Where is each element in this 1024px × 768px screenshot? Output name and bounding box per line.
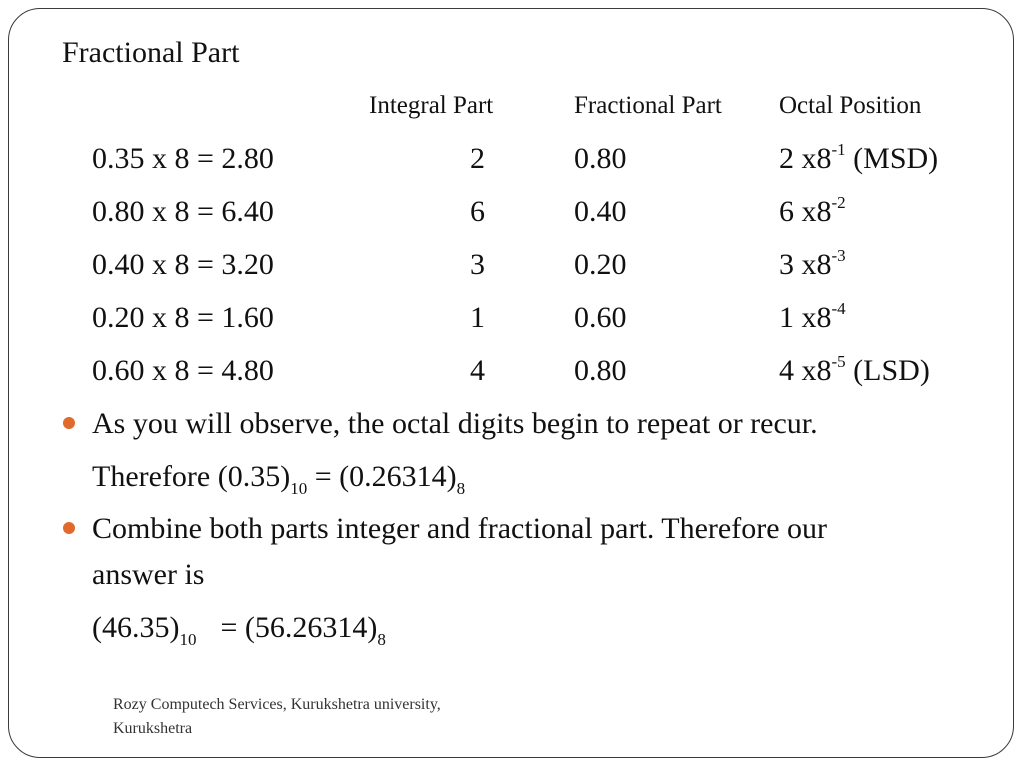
- column-header-fractional: Fractional Part: [574, 92, 722, 119]
- calculation-text: 0.20 x 8 = 1.60: [92, 301, 274, 334]
- therefore-prefix: Therefore (0.35): [92, 460, 291, 493]
- bullet-dot-icon: [63, 417, 75, 429]
- octal-note: (MSD): [845, 142, 939, 175]
- column-header-octal: Octal Position: [779, 92, 922, 119]
- octal-exponent: -4: [831, 299, 846, 318]
- answer-left: (46.35): [92, 611, 180, 644]
- slide-heading: Fractional Part: [62, 36, 240, 69]
- octal-base: 3 x8: [779, 248, 832, 281]
- fractional-value: 0.60: [574, 301, 627, 334]
- therefore-middle: = (0.26314): [307, 460, 457, 493]
- integral-digit: 4: [470, 354, 485, 387]
- octal-position: [779, 299, 846, 334]
- base-10-subscript: 10: [290, 479, 308, 498]
- integral-digit: 6: [470, 195, 485, 228]
- integral-digit: 3: [470, 248, 485, 281]
- octal-exponent: -3: [831, 246, 846, 265]
- answer-middle: = (56.26314): [220, 611, 378, 644]
- octal-base: 6 x8: [779, 195, 832, 228]
- final-answer: [92, 611, 386, 649]
- footer-line1: Rozy Computech Services, Kurukshetra university,: [113, 696, 441, 713]
- bullet-text-combine-line2: answer is: [92, 558, 205, 591]
- bullet-text-repeat: As you will observe, the octal digits begin to repeat or recur.: [92, 407, 818, 440]
- fractional-value: 0.40: [574, 195, 627, 228]
- calculation-text: 0.60 x 8 = 4.80: [92, 354, 274, 387]
- integral-digit: 2: [470, 142, 485, 175]
- octal-base: 4 x8: [779, 354, 832, 387]
- octal-exponent: -5: [831, 352, 846, 371]
- base-8-subscript: 8: [377, 630, 386, 649]
- octal-position: [779, 193, 846, 228]
- fractional-value: 0.20: [574, 248, 627, 281]
- bullet-dot-icon: [63, 522, 75, 534]
- integral-digit: 1: [470, 301, 485, 334]
- footer-line2: Kurukshetra: [113, 720, 193, 737]
- calculation-text: 0.80 x 8 = 6.40: [92, 195, 274, 228]
- octal-exponent: -2: [831, 193, 846, 212]
- octal-position: [779, 246, 846, 281]
- fractional-value: 0.80: [574, 354, 627, 387]
- base-8-subscript: 8: [456, 479, 466, 498]
- column-header-integral: Integral Part: [369, 92, 494, 119]
- fractional-value: 0.80: [574, 142, 627, 175]
- octal-base: 1 x8: [779, 301, 832, 334]
- octal-exponent: -1: [831, 140, 846, 159]
- therefore-line: [92, 460, 466, 498]
- octal-position: [779, 352, 930, 387]
- base-10-subscript: 10: [179, 630, 197, 649]
- calculation-text: 0.35 x 8 = 2.80: [92, 142, 274, 175]
- calculation-text: 0.40 x 8 = 3.20: [92, 248, 274, 281]
- octal-position: [779, 140, 939, 175]
- octal-note: (LSD): [845, 354, 930, 387]
- octal-base: 2 x8: [779, 142, 832, 175]
- bullet-text-combine-line1: Combine both parts integer and fractional part. Therefore our: [92, 512, 828, 545]
